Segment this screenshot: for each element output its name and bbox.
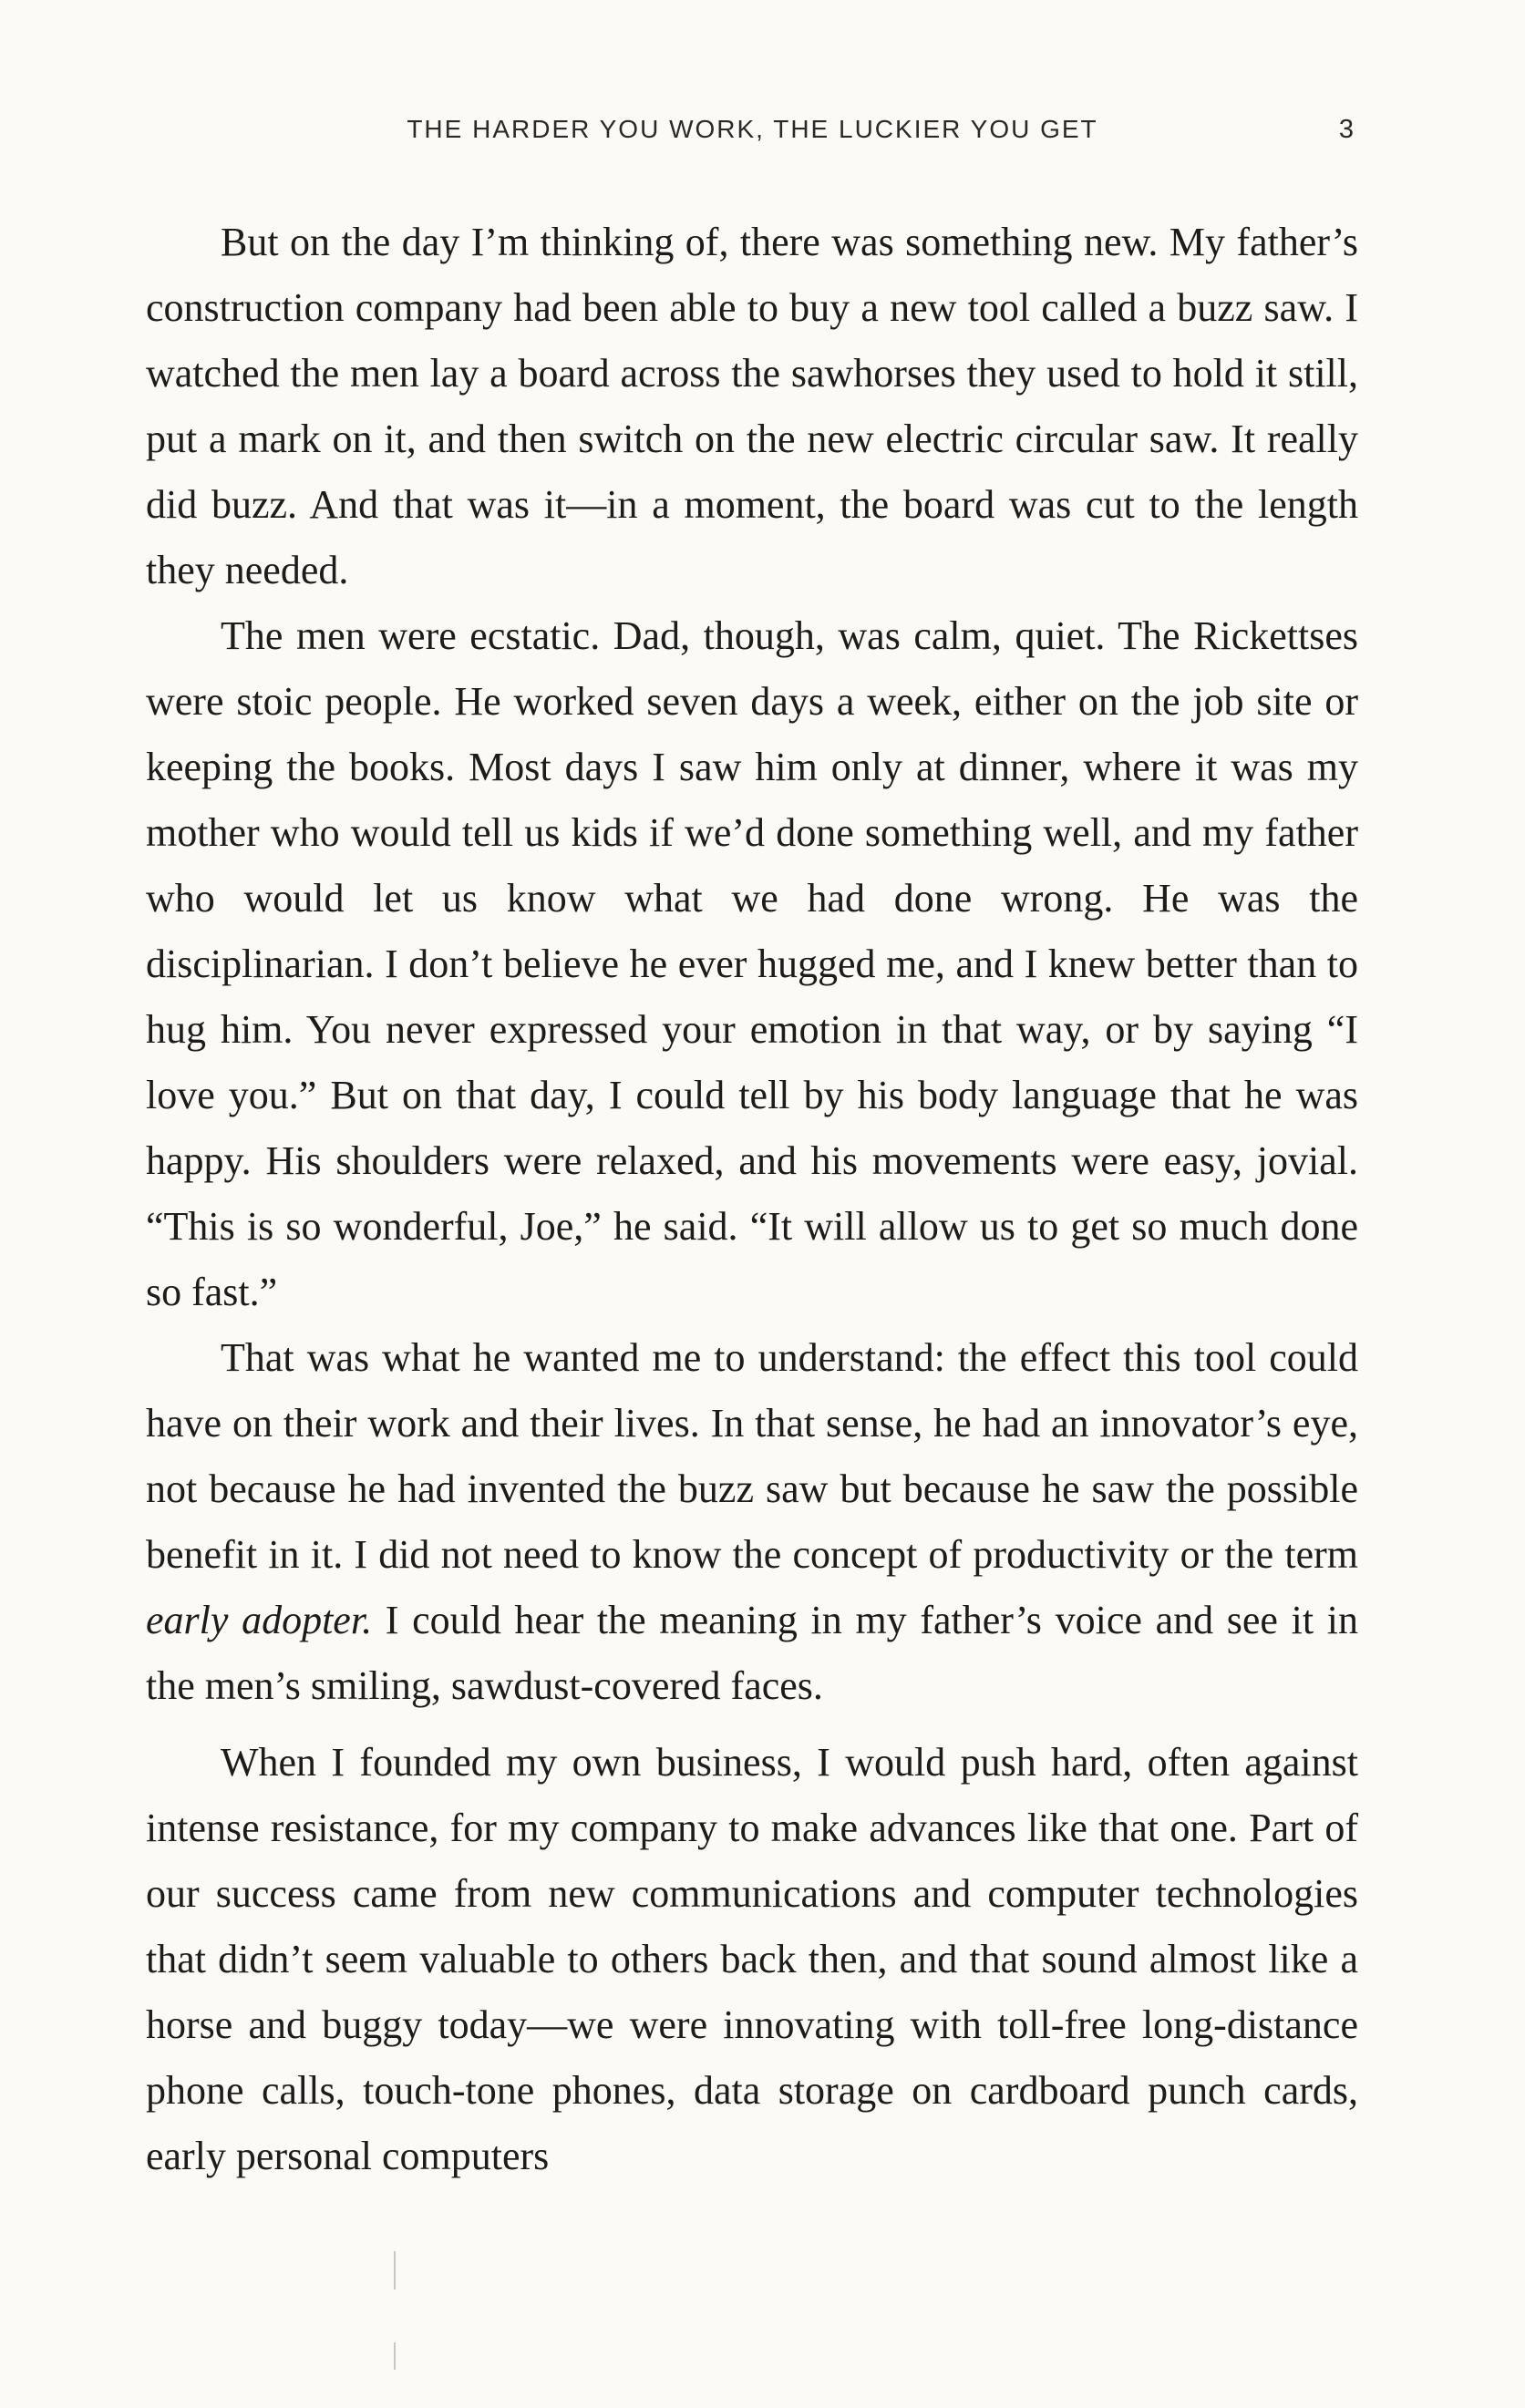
scan-artifact-line — [394, 2342, 396, 2370]
paragraph-spacer — [146, 1719, 1358, 1730]
italic-term: early adopter. — [146, 1598, 373, 1642]
running-header-title: THE HARDER YOU WORK, THE LUCKIER YOU GET — [407, 115, 1098, 143]
scan-artifact-line — [394, 2251, 396, 2290]
paragraph-buzz-saw: But on the day I’m thinking of, there was something new. My father’s construction company had been able to buy a new tool called a buzz saw. I watched the men lay a board across the sawhorses they used to hold it still, put a mark on it, and then switch on the new electric circular saw. It really did buzz. And that was it—in a moment, the board was cut to the length they needed. — [146, 220, 1358, 592]
paragraph-father-mood: The men were ecstatic. Dad, though, was calm, quiet. The Rickettses were stoic people. He worked seven days a week, either on the job site or keeping the books. Most days I saw him only at dinner, where it was my mother who would tell us kids if we’d done something well, and my father who would let us know what we had done wrong. He was the disciplinarian. I don’t believe he ever hugged me, and I knew better than to hug him. You never expressed your emotion in that way, or by saying “I love you.” But on that day, I could tell by his body language that he was happy. His shoulders were relaxed, and his movements were easy, jovial. “This is so wonderful, Joe,” he said. “It will allow us to get so much done so fast.” — [146, 613, 1358, 1314]
page-number: 3 — [1338, 115, 1354, 144]
paragraph-innovator — [146, 1325, 1358, 1719]
paragraph-innovator-after: I could hear the meaning in my father’s voice and see it in the men’s smiling, sawdust-covered faces. — [146, 1598, 1358, 1708]
paragraph-own-business: When I founded my own business, I would push hard, often against intense resistance, for my company to make advances like that one. Part of our success came from new communications and computer technologies that didn’t seem valuable to others back then, and that sound almost like a horse and buggy today—we were innovating with toll-free long-distance phone calls, touch-tone phones, data storage on cardboard punch cards, early personal computers — [146, 1740, 1358, 2178]
body-text — [146, 210, 1358, 2189]
paragraph-innovator-before: That was what he wanted me to understand: the effect this tool could have on their work and their lives. In that sense, he had an innovator’s eye, not because he had invented the buzz saw but because he saw the possible benefit in it. I did not need to know the concept of productivity or the term — [146, 1335, 1358, 1577]
